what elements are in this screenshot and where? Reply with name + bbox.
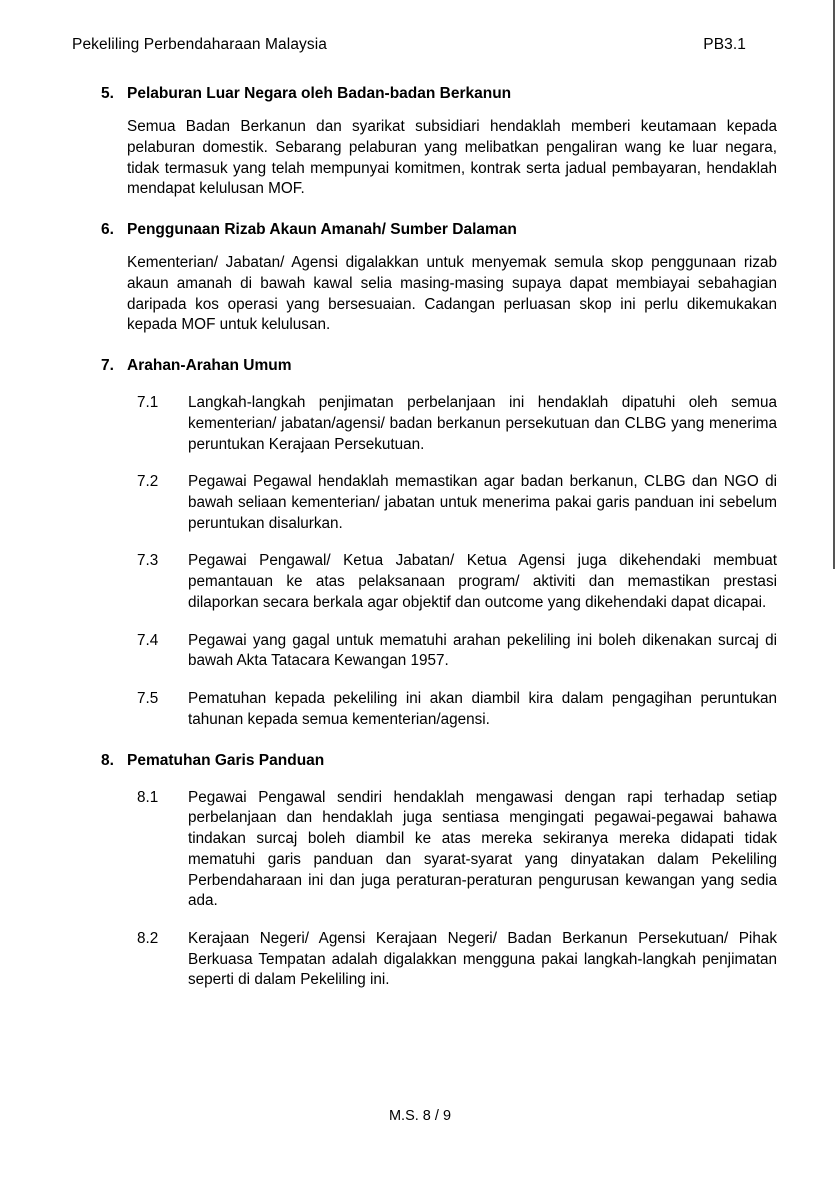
clause-7-1-number: 7.1 [137,394,159,412]
section-7-number: 7. [101,357,114,375]
document-footer [0,1108,840,1124]
section-6-heading [0,220,840,240]
section-7-heading [0,356,840,376]
section-8-number: 8. [101,751,114,769]
header-title: Pekeliling Perbendaharaan Malaysia [72,36,328,53]
section-8-title: Pematuhan Garis Panduan [127,751,325,769]
clause-7-4-number: 7.4 [137,631,159,649]
clause-7-4 [0,631,840,672]
clause-8-2 [0,929,840,991]
spacer [0,204,840,220]
section-5-number: 5. [101,85,114,102]
section-6-number: 6. [101,221,114,239]
document-header [72,36,746,54]
clause-8-1-text: Pegawai Pengawal sendiri hendaklah mengawasi dengan rapi terhadap setiap perbelanjaan dan hendaklah juga sentiasa mengingati pegawai-pegawai bahawa tindakan surcaj boleh diambil ke atas mereka sekiranya mereka didapati tidak mematuhi garis panduan dan syarat-syarat yang dinyatakan dalam Pekeliling Perbendaharaan ini dan juga peraturan-peraturan pengurusan kewangan yang sedia ada. [188,788,777,910]
spacer [0,340,840,356]
section-6 [0,220,840,336]
spacer [0,735,840,751]
clause-7-3-number: 7.3 [137,552,159,570]
section-7-title: Arahan-Arahan Umum [127,357,292,375]
clause-8-1 [0,788,840,912]
section-6-paragraph: Kementerian/ Jabatan/ Agensi digalakkan untuk menyemak semula skop penggunaan rizab akaun amanah di bawah kawal selia masing-masing supaya dapat membiayai sebahagian daripada kos operasi yang bersesuaian. Cadangan perluasan skop ini perlu dikemukakan kepada MOF untuk kelulusan. [127,254,777,334]
clause-7-2-number: 7.2 [137,473,159,491]
clause-7-5-text: Pematuhan kepada pekeliling ini akan diambil kira dalam pengagihan peruntukan tahunan kepada semua kementerian/agensi. [188,690,777,728]
clause-7-1-text: Langkah-langkah penjimatan perbelanjaan ini hendaklah dipatuhi oleh semua kementerian/ jabatan/agensi/ badan berkanun persekutuan dan CLBG yang menerima peruntukan Kerajaan Persekutuan. [188,394,777,453]
clause-7-4-text: Pegawai yang gagal untuk mematuhi arahan pekeliling ini boleh dikenakan surcaj di bawah Akta Tatacara Kewangan 1957. [188,631,777,670]
clause-7-5-number: 7.5 [137,690,159,708]
clause-7-2 [0,472,840,534]
section-7 [0,356,840,730]
section-5-heading [0,84,840,104]
section-8 [0,751,840,992]
section-8-heading [0,751,840,771]
document-body [0,84,840,995]
clause-7-5 [0,689,840,730]
section-5-paragraph: Semua Badan Berkanun dan syarikat subsidiari hendaklah memberi keutamaan kepada pelaburan domestik. Sebarang pelaburan yang melibatkan pengaliran wang ke luar negara, tidak termasuk yang telah mempunyai komitmen, kontrak serta jadual pembayaran, hendaklah mendapat kelulusan MOF. [127,118,777,198]
clause-7-3-text: Pegawai Pengawal/ Ketua Jabatan/ Ketua Agensi juga dikehendaki membuat pemantauan ke atas pelaksanaan program/ aktiviti dan memastikan prestasi dilaporkan secara berkala agar objektif dan outcome yang dikehendaki dapat dicapai. [188,552,777,611]
clause-7-3 [0,551,840,613]
clause-8-1-number: 8.1 [137,788,159,806]
clause-8-2-number: 8.2 [137,929,159,947]
section-5 [0,84,840,200]
header-reference-code: PB3.1 [703,36,746,53]
section-5-title: Pelaburan Luar Negara oleh Badan-badan Berkanun [127,85,512,102]
clause-7-1 [0,393,840,455]
clause-8-2-text: Kerajaan Negeri/ Agensi Kerajaan Negeri/ Badan Berkanun Persekutuan/ Pihak Berkuasa Tempatan adalah digalakkan mengguna pakai langkah-langkah penjimatan seperti di dalam Pekeliling ini. [188,929,777,989]
section-6-title: Penggunaan Rizab Akaun Amanah/ Sumber Dalaman [127,221,517,239]
page-number-marker: M.S. 8 / 9 [388,1108,452,1124]
clause-7-2-text: Pegawai Pegawal hendaklah memastikan agar badan berkanun, CLBG dan NGO di bawah seliaan kementerian/ jabatan untuk menerima pakai garis panduan ini sebelum peruntukan disalurkan. [188,473,777,532]
